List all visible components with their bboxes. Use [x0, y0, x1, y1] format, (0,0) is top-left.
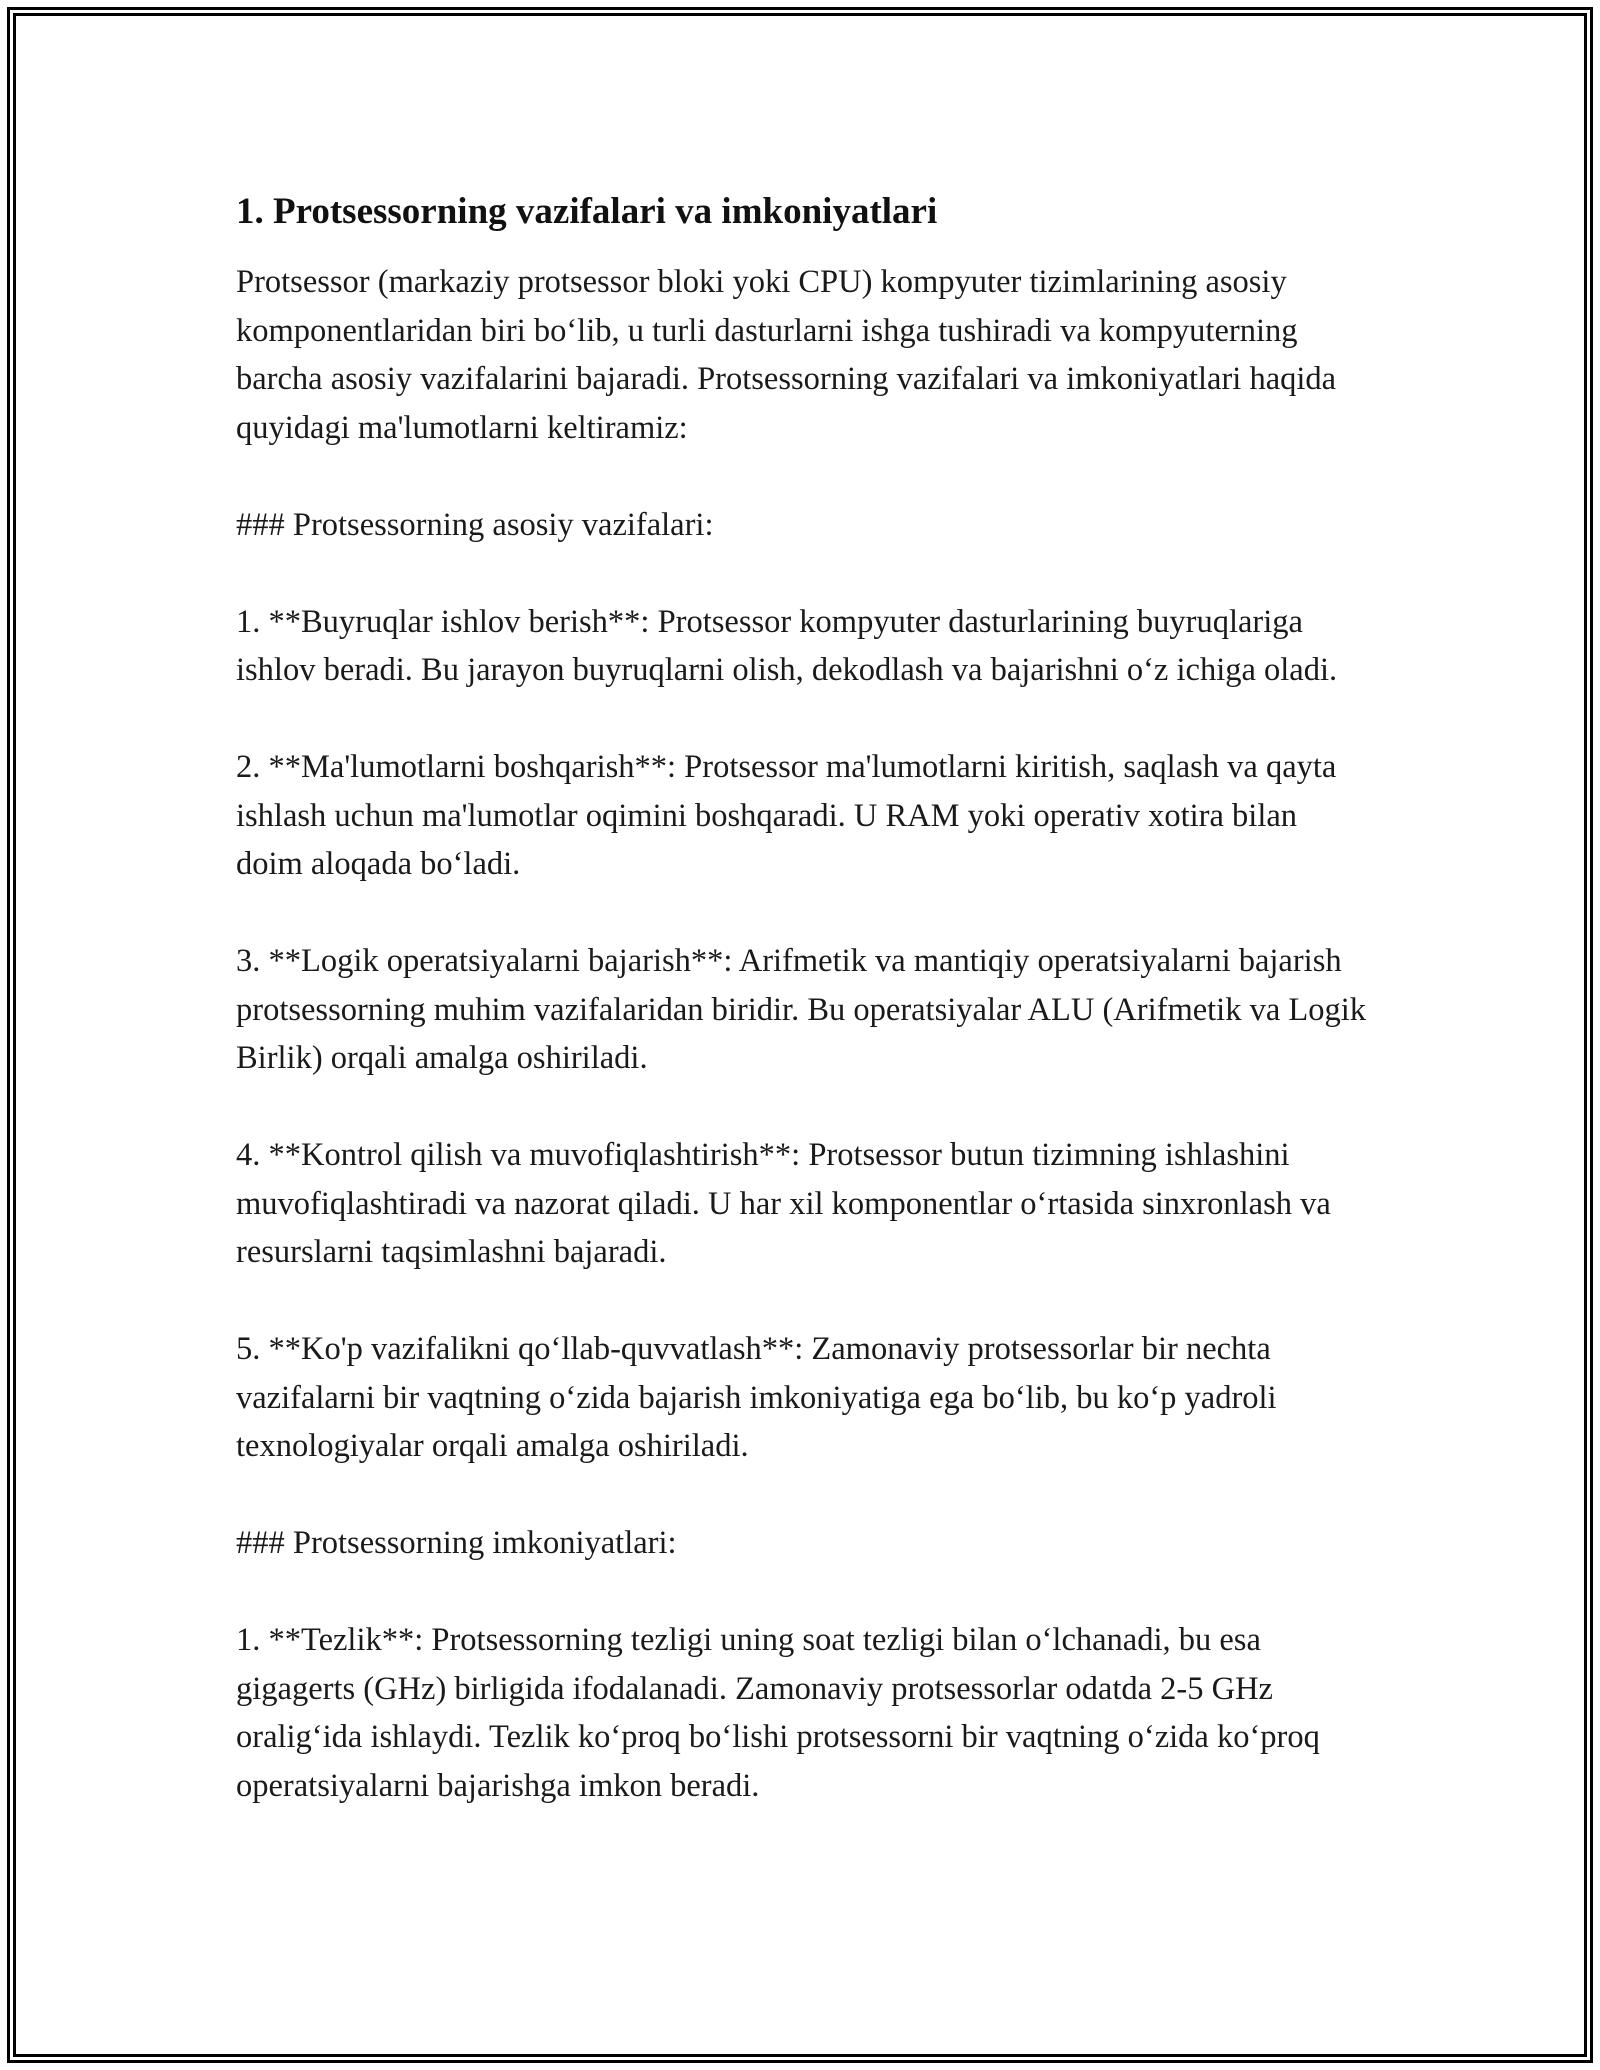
- list-item-data-management: 2. **Ma'lumotlarni boshqarish**: Protsessor ma'lumotlarni kiritish, saqlash va qayta ishlash uchun ma'lumotlar oqimini boshqaradi. U RAM yoki operativ xotira bilan doim aloqada bo‘ladi.: [236, 749, 1337, 882]
- document-body: [236, 186, 1366, 1810]
- list-item-logic-operations: 3. **Logik operatsiyalarni bajarish**: Arifmetik va mantiqiy operatsiyalarni bajarish protsessorning muhim vazifalaridan biridir. Bu operatsiyalar ALU (Arifmetik va Logik Birlik) orqali amalga oshiriladi.: [236, 943, 1367, 1076]
- list-item-multitasking: 5. **Ko'p vazifalikni qo‘llab-quvvatlash**: Zamonaviy protsessorlar bir nechta vazifalarni bir vaqtning o‘zida bajarish imkoniyatiga ega bo‘lib, bu ko‘p yadroli texnologiyalar orqali amalga oshiriladi.: [236, 1331, 1277, 1464]
- list-item-control: 4. **Kontrol qilish va muvofiqlashtirish**: Protsessor butun tizimning ishlashini muvofiqlashtiradi va nazorat qiladi. U har xil komponentlar o‘rtasida sinxronlash va resurslarni taqsimlashni bajaradi.: [236, 1137, 1331, 1270]
- section-heading-functions: ### Protsessorning asosiy vazifalari:: [236, 506, 714, 543]
- section-heading-capabilities: ### Protsessorning imkoniyatlari:: [236, 1525, 677, 1561]
- document-title: 1. Protsessorning vazifalari va imkoniyatlari: [236, 191, 938, 232]
- list-item-instructions: 1. **Buyruqlar ishlov berish**: Protsessor kompyuter dasturlarining buyruqlariga ishlov beradi. Bu jarayon buyruqlarni olish, dekodlash va bajarishni o‘z ichiga oladi.: [236, 603, 1338, 688]
- intro-paragraph: Protsessor (markaziy protsessor bloki yoki CPU) kompyuter tizimlarining asosiy komponentlaridan biri bo‘lib, u turli dasturlarni ishga tushiradi va kompyuterning barcha asosiy vazifalarini bajaradi. Protsessorning vazifalari va imkoniyatlari haqida quyidagi ma'lumotlarni keltiramiz:: [236, 264, 1337, 446]
- list-item-speed: 1. **Tezlik**: Protsessorning tezligi uning soat tezligi bilan o‘lchanadi, bu esa gigagerts (GHz) birligida ifodalanadi. Zamonaviy protsessorlar odatda 2-5 GHz oralig‘ida ishlaydi. Tezlik ko‘proq bo‘lishi protsessorni bir vaqtning o‘zida ko‘proq operatsiyalarni bajarishga imkon beradi.: [236, 1622, 1320, 1804]
